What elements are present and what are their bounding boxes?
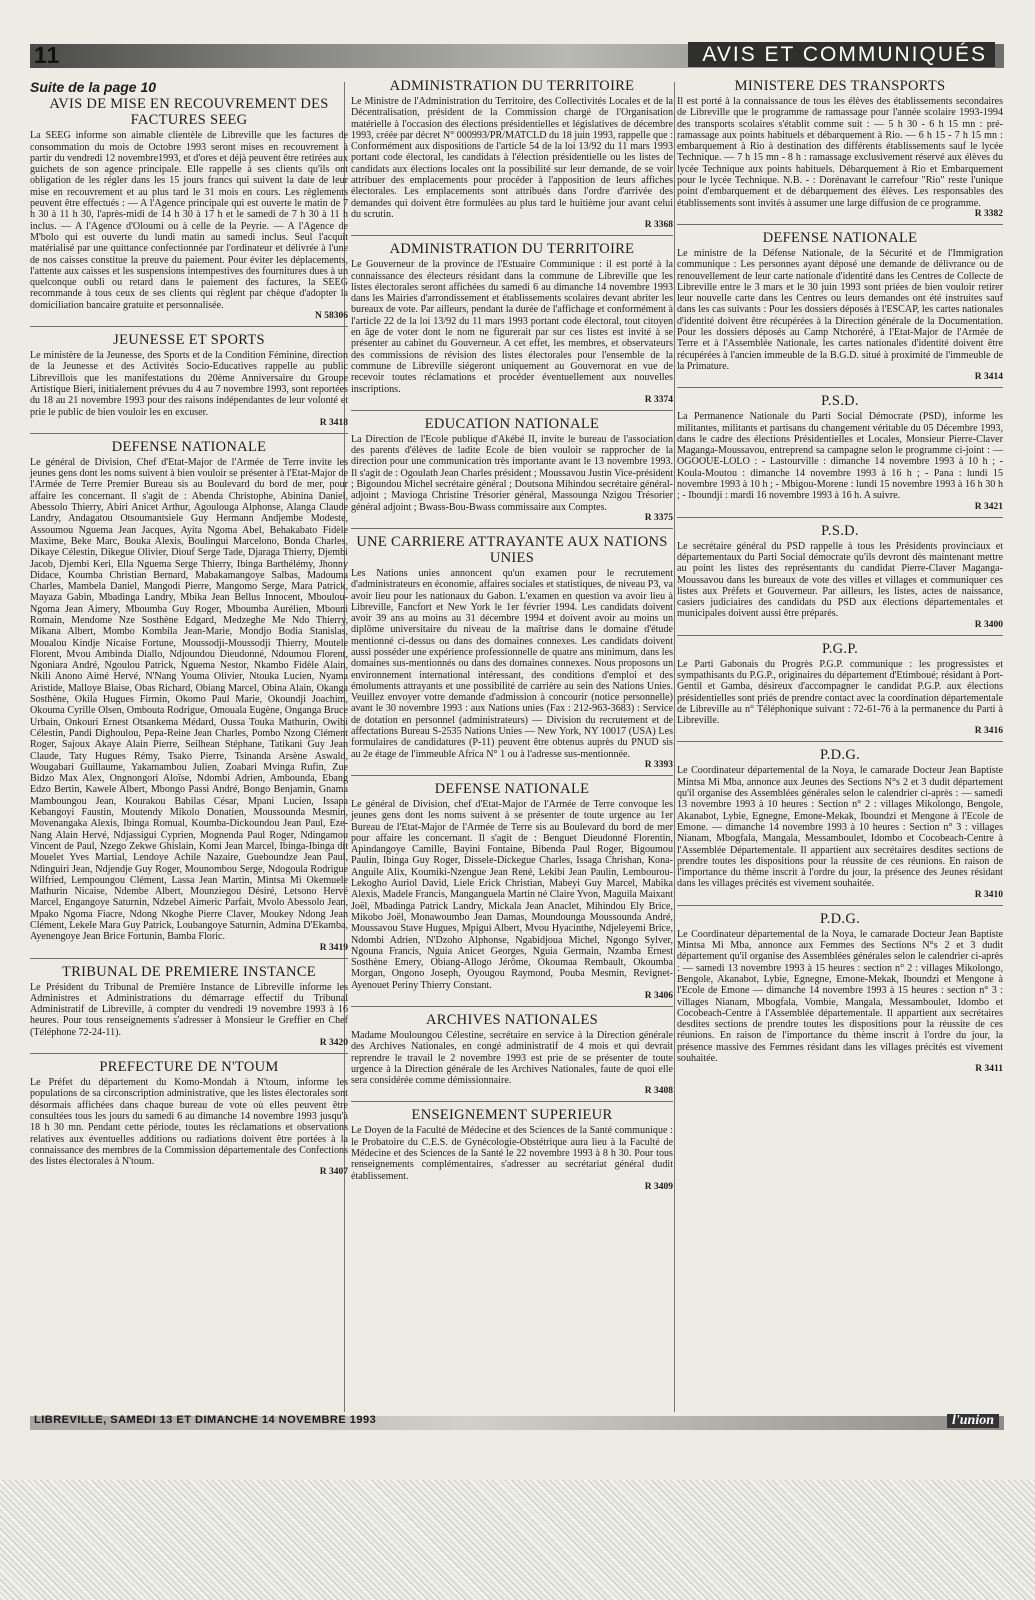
notice-ref: R 3416 [974, 726, 1003, 737]
notice-ref: R 3407 [319, 1167, 348, 1178]
notice-title: DEFENSE NATIONALE [762, 229, 918, 246]
notice-administration-1 [351, 78, 673, 231]
notice-ref: R 3375 [644, 512, 673, 523]
notice-title: ARCHIVES NATIONALES [425, 1012, 599, 1028]
notice-seeg [30, 96, 348, 322]
notice-defense-3 [677, 224, 1003, 383]
column-rule [674, 82, 675, 1412]
notice-title: P.D.G. [819, 747, 861, 764]
notice-body: La Direction de l'Ecole publique d'Akébé II, invite le bureau de l'association des parents d'élèves de ladite Ecole de bien vouloir se rapprocher de la direction pour une communication très importante avant le 13 novembre 1993. Il s'agit de : Ogoulath Jean Charles président ; Moussavou Justin Vice-président ; Bigoundou Michel secrétaire général ; Doutsona Mihindou secrétaire général-adjoint ; Mavioga Christine Trésorier général, Massounga Nzigou Trésorier général adjoint ; Bwass-Bou-Bwass commissaire aux Comptes. [351, 433, 674, 513]
notice-defense-2 [351, 775, 673, 1002]
notice-ref: R 3420 [319, 1038, 348, 1049]
notice-title: P.S.D. [821, 522, 859, 539]
notice-ref: N 58306 [315, 311, 348, 322]
notice-pdg-1 [677, 741, 1003, 900]
notice-psd-1 [677, 387, 1003, 512]
newspaper-logo: l'union [947, 1414, 999, 1428]
continuation-label: Suite de la page 10 [30, 79, 157, 95]
section-title: AVIS ET COMMUNIQUÉS [688, 42, 995, 67]
notice-title: P.G.P. [821, 640, 859, 657]
page-number: 11 [34, 42, 61, 68]
notice-ref: R 3414 [974, 372, 1003, 383]
notice-body: Le Préfet du département du Komo-Mondah à N'toum, informe les populations de sa circonscription administrative, que les listes électorales sont désormais affichées dans chaque bureau de vote où elles peuvent être consultées tous les jours du samedi 6 au dimanche 14 novembre 1993 jusqu'à 18 h 30 mn. Pendant cette période, toutes les réclamations et observations relatives aux éventuelles additions ou radiations doivent être portées à la connaissance des membres de la Commission départementale des Confections des listes électorales à N'toum. [30, 1077, 348, 1168]
column-2 [351, 78, 673, 1197]
notice-title: PREFECTURE DE N'TOUM [99, 1059, 279, 1076]
column-3 [677, 78, 1003, 1079]
notice-administration-2 [351, 235, 673, 406]
notice-ref: R 3409 [644, 1181, 673, 1192]
notice-body: Le ministère de la Jeunesse, des Sports et de la Condition Féminine, direction de la Jeunesse et des Activités Socio-Educatives rappelle au public Librevillois que les manifestations du 20ème Anniversaire du Groupe Artistique Bieri, initialement prévues du 4 au 7 novembre 1993, sont reportées du 18 au 21 novembre 1993 pour des raisons indépendantes de leur volonté et prie le public de bien vouloir les en excuser. [30, 350, 348, 418]
notice-title: ENSEIGNEMENT SUPERIEUR [411, 1107, 613, 1124]
notice-body: Le Coordinateur départemental de la Noya, le camarade Docteur Jean Baptiste Mintsa Mi Mba, annonce aux Femmes des Sections N°s 2 et 3 dudit département qu'il organise des Assemblées générales selon le calendrier ci-après : — samedi 13 novembre 1993 à 15 heures : section n° 2 : villages Mikolongo, Bengole, Akanabot, Lybie, Egnegne, Emone-Mekak, Iboundzi et Mengone à l'Ecole de Emone — dimanche 14 novembre 1993 à 15 heures : section n° 3 : villages Nianam, Mbogfala, Vombie, Mangala, Messamboulet, Idombo et Cocobeach-Centre à l'Assemblée départementale. Il appartient aux secrétaires desdites sections de prendre toutes les dispositions pour la réussite de ces réunions. En raison de l'importance du thème inscrit à l'ordre du jour, la présence massive des Femmes résidant dans les villages précités est vivement souhaitée. [677, 928, 1003, 1064]
notice-enseignement [351, 1101, 673, 1192]
notice-body: La SEEG informe son aimable clientèle de Libreville que les factures de consommation du mois de Octobre 1993 seront mises en recouvrement à partir du vendredi 12 novembre1993, et d'ores et déjà peuvent être retirées aux guichets de son agence principale. Elle rappelle à ses clients qu'ils ont obligation de les régler dans les 15 jours francs qui suivent la date de leur mise en recouvrement et au plus tard le 31 mois en cours. Les règlements peuvent être effectués : — A l'Agence principale qui est ouverte le matin de 7 h 30 à 11 h 30, l'après-midi de 14 h 30 à 17 h et le samedi de 7 h 30 à 11 h inclus. — A l'Agence d'Oloumi ou à celle de la Peyrie. — A l'Agence de M'bolo qui est ouverte du lundi matin au samedi inclus. Seul l'acquit matérialisé par une quittance confectionnée par l'ordinateur et délivrée à l'une de nos caisses constitue la preuve du paiement. Pour éviter les déplacements, l'attente aux caisses et les suspensions intempestives des fournitures dues à un quelconque oubli ou retard dans le paiement des factures, la SEEG recommande à tous ceux de ses clients qui règlent par chèque d'adopter la domiciliation bancaire gratuite et personnalisée. [30, 130, 348, 311]
notice-defense [30, 433, 348, 954]
notice-body: Le Doyen de la Faculté de Médecine et des Sciences de la Santé communique : le Probatoire du C.E.S. de Gynécologie-Obstétrique aura lieu à la Faculté de Médecine et des Sciences de la Santé le 22 novembre 1993 à 8 h 30. Pour tous renseignements complémentaires, s'adresser au secrétariat général dudit établissement. [351, 1125, 673, 1182]
notice-education [351, 410, 673, 524]
notice-body: Le ministre de la Défense Nationale, de la Sécurité et de l'Immigration communique : Les personnes ayant déposé une demande de délivrance ou de renouvellement de leur carte nationale d'identité dans les Centres de Collecte de Libreville entre le 3 mars et le 30 juin 1993 sont priées de bien vouloir retirer leur nouvelle carte dans les Centres ou leurs demandes ont été instruites sauf dans les cas suivants : Pour les dossiers déposés à l'ESCAP, les cartes nationales d'identité doivent être récupérées à la Direction générale de la Documentation. Pour les dossiers déposés au Camp Ntchoréré, à l'Etat-Major de l'Armée de Terre et à l'Assemblée Nationale, les cartes nationales d'identité doivent être récupérées à l'ancien immeuble de la B.G.D. situé à proximité de l'immeuble de la Primature. [677, 247, 1003, 372]
scan-noise [0, 1480, 1035, 1600]
notice-psd-2 [677, 517, 1003, 631]
notice-title: DEFENSE NATIONALE [434, 780, 590, 797]
notice-body: Le Ministre de l'Administration du Territoire, des Collectivités Locales et de la Décentralisation, président de la Commission chargé de l'Organisation matérielle à l'occasion des élections présidentielles et législatives de décembre 1993, créée par décret N° 000993/PR/MATCLD du 18 juin 1993, rappelle que : Conformément aux dispositions de l'article 54 de la loi 13/92 du 11 mars 1993 portant code électoral, les candidats à l'élection présidentielle ou les listes de candidats aux élections locales ont la possibilité sur leur demande, de se voir attribuer des emplacements pour procéder à l'apposition de leurs affiches électorales. Les emplacements sont attribués dans l'ordre d'arrivée des demandes qui doivent être formulées au plus tard le huitième jour avant celui du scrutin. [351, 96, 673, 220]
notice-body: Le général de Division, Chef d'Etat-Major de l'Armée de Terre invite les jeunes gens dont les noms suivent à bien vouloir se présenter à l'Etat-Major de l'Armée de Terre Premier Bureau sis au Boulevard du bord de mer, pour affaire les concernant. Il s'agit de : Abenda Christophe, Abinina Daniel, Abessolo Thierry, Abiri Anicet Arthur, Agoulouga Alphonse, Alanga Claude Landry, Andagatou Otsoumantsiele Guy Hermann Andjembe Modeste, Assoumou Nguema Jean Jacques, Ayita Ngoma Abel, Behakabato Fidèle Maxime, Beke Marc, Bouka Alexis, Boulingui Marcelono, Bonda Charles, Dikaye Célestin, Dikegue Olivier, Diouf Serge Tade, Djaraga Thierry, Djembi Jacob, Djembi Keri, Ella Nguema Serge Thierry, Ibinga Barthélémy, Jhonny Didace, Koumba Christian Bernard, Mabakamangoye Salbas, Madouma Charles, Mambela Daniel, Mangodi Pierre, Mangomo Serge, Mara Patrick, Mayaza Gabin, Mbadinga Landry, Mbika Jean Bellus Innocent, Mboulou-Ngoma Jean Aimery, Mboumba Guy Roger, Mboumba Aurélien, Mbouni Romain, Mendome Nze Sosthène Edgard, Medzeghe Me Ndo Thierry, Mikana Albert, Mombo Kombila Jean-Marie, Mondjo Bodia Stanislas, Moualou Kindje Nicaise Fortune, Moussodji-Moussodji Thierry, Moutele Florent, Mvou Ambinda Diallo, Ndjoundou Dieudonné, Ndoumou Florent, Ngoniara André, Ngoulou Patrick, Nguema Nestor, Nkambo Fidèle Alain, Nkili Anono Aimé Hervé, N'Nang Youma Olivier, Ntouka Lucien, Nyama Aristide, Malloye Blaise, Obas Richard, Obiang Marcel, Obina Alain, Okanga Sosthène, Okila Hugues Firmin, Okomo Paul Marie, Okoundji Joachim, Okouma Cyrille Olsen, Ombouta Rodrigue, Omouala Eugène, Onganga Bruce Urbain, Onkouri Ernest Otsankema Médard, Oussa Touka Mathurin, Owibi Célestin, Pandi Dighoulou, Pepa-Reine Jean Charles, Pombo Nzong Clément Roger, Sajoux Akaye Alain Pierre, Seilhean Stéphane, Tatikani Guy Jean Claude, Taty Hugues Rémy, Tsako Pierre, Tsinanda Arsène Aswald, Wougabari Guillaume, Yakamambou Julien, Zoabari Mvinga Rufin, Zue Bidzo Max Alex, Ongnongori Aloïse, Ndombi Adrien, Ambounda, Ebang Edzo Bertin, Kawele Albert, Mbongo Passi André, Bongo Benjamin, Gnama Mamboungou Jean, Kourakou Babilas César, Mpani Lucien, Issapa Kebangoyi Faustin, Moutendy Mikolo Donatien, Moussounda Mesmin, Movenangaka Alexis, Ibinga Romual, Koumba-Dickoundou Jean Paul, Eze-Nang Alain Hervé, Ndjassigui Cyprien, Mognenda Paul Roger, Ndingamou Vincent de Paul, Nzego Zekwe Ghislain, Komi Jean Marcel, Ibinga-Ibinga dit Mouelet Yves Martial, Lendoye Achile Nazaire, Gueboundze Jean Paul, Ndinguiri Jean, Ndjendje Guy Roger, Mounombou Serge, Ndogoula Rodrigue Wilfried, Lempoungou Clément, Lassa Jean Martin, Mintsa Mi Okemuele Mathurin Nicaise, Ndembe Albert, Mounziegou Désiré, Letsono Hervé Marcel, Engangoye Saturnin, Ndzebel Aimeric Parfait, Mvolo Abessolo Jean, Mpako Ngoma Fiacre, Ndong Nkoghe Pierre Claver, Moukey Ndong Jean Clément, Lekele Mara Guy Patrick, Loubangoye Saturnin, Admina D'Ekamba, Ayenengoye Jean Brice Fortunin, Bamba Floric. [30, 456, 349, 943]
notice-ref: R 3368 [644, 220, 673, 231]
notice-ref: R 3418 [319, 417, 348, 428]
notice-ref: R 3400 [974, 619, 1003, 630]
notice-archives [351, 1006, 673, 1097]
notice-body: La Permanence Nationale du Parti Social Démocrate (PSD), informe les militantes, militants et partisans du changement véritable du 05 Décembre 1993, dans le cadre des élections Présidentielles et Locales, Monsieur Pierre-Claver Maganga-Moussavou, entreprend sa campagne selon le programme ci-joint : — OGOOUE-LOLO : - Lastourville : dimanche 14 novembre 1993 à 10 h ; - Koula-Moutou : dimanche 14 novembre 1993 à 16 h ; - Pana : lundi 15 novembre 1993 à 10 h ; - Mbigou-Morene : lundi 15 novembre 1993 à 16 h 30 h ; - Iboundji : mardi 16 novembre 1993 à 16 h. A suivre. [677, 411, 1003, 502]
notice-nations-unies [351, 528, 673, 771]
notice-body: Le Gouverneur de la province de l'Estuaire Communique : il est porté à la connaissance des électeurs résidant dans la commune de Libreville que les listes électorales seront affichées du samedi 6 au dimanche 14 novembre 1993 dans les Mairies d'arrondissement et établissements scolaires devant abriter les bureaux de vote. Par ailleurs, pendant la durée de l'affichage et conformément à l'article 22 de la loi 13/92 du 11 mars 1993 portant code électoral, tout citoyen en âge de voter dont le nom ne figurerait par sur ces listes est invité à se présenter au cabinet du Gouverneur. A cet effet, les membres, et observateurs des commissions de révision des listes électorales pour l'ensemble de la commune de Libreville siégeront uniquement au Gouvernorat en vue de recevoir toutes réclamations et procéder éventuellement aux nouvelles inscriptions. [351, 259, 673, 395]
notice-title: EDUCATION NATIONALE [424, 415, 600, 432]
footer-date: LIBREVILLE, SAMEDI 13 ET DIMANCHE 14 NOVEMBRE 1993 [34, 1414, 377, 1426]
notice-title: MINISTERE DES TRANSPORTS [734, 78, 946, 94]
notice-ref: R 3406 [644, 991, 673, 1001]
notice-title: DEFENSE NATIONALE [111, 438, 267, 455]
notice-title: TRIBUNAL DE PREMIERE INSTANCE [62, 963, 316, 980]
notice-ref: R 3421 [974, 501, 1003, 512]
notice-title: P.S.D. [821, 393, 859, 410]
notice-body: Les Nations unies annoncent qu'un examen pour le recrutement d'administrateurs en économie, affaires sociales et statistiques, de niveau P3, va avoir lieu pour les nationaux du Gabon. L'examen en question va avoir lieu à Libreville, Fancfort et New York le 1er février 1994. Les candidats doivent avoir 39 ans au moins au 31 décembre 1994 et doivent avoir au moins un diplôme universitaire du niveau de la maîtrise dans le domaine d'étude mentionné ci-dessus ou dans des domaines connexes. Les candidats doivent aussi posséder une expérience professionnelle de quatre ans minimum, dans les domaines sus-mentionnés ou dans des domaines connexes. Nous proposons un environnement international intéressant, des conditions d'emploi et des émoluments attrayants et une possibilité de carrière au sein des Nations Unies. Veuillez envoyer votre demande d'admission à concourir (notice personnelle) avant le 30 novembre 1993 : aux Nations unies (Fax : 212-963-3683) : Service de dotation en personnel (administrateurs) — Division du recrutement et de affectations Bureau S-2535 Nations Unies — New York, NY 10017 (USA) Les formulaires de candidatures (P-11) peuvent être obtenus auprès du PNUD sis au 2e étage de l'immeuble Africa N° 1 ou à l'adresse sus-mentionnée. [351, 567, 673, 760]
notice-ref: R 3382 [974, 208, 1003, 219]
notice-ref: R 3419 [319, 942, 348, 953]
notice-title: JEUNESSE ET SPORTS [113, 332, 265, 349]
notice-ref: R 3374 [644, 394, 673, 405]
notice-body: Le Parti Gabonais du Progrès P.G.P. communique : les progressistes et sympathisants du P.G.P., originaires du département d'Etimboué; résidant à Port-Gentil et Gamba, désireux d'accompagner le candidat P.G.P. aux élections présidentielles sont priés de prendre contact avec la coordination départementale de Libreville au n° Téléphonique suivant : 72-61-76 à la permanence du Parti à Libreville. [677, 658, 1003, 727]
notice-body: Madame Mouloungou Célestine, secrétaire en service à la Direction générale des Archives Nationales, en congé administratif de 4 mois et qui devrait reprendre le travail le 2 novembre 1993 est prie de se présenter de toute urgence à la Direction générale de les Archives Nationales, faute de quoi elle sera considérée comme démissionnaire. [351, 1030, 673, 1087]
notice-ref: R 3393 [644, 759, 673, 770]
notice-tribunal [30, 958, 348, 1049]
notice-prefecture [30, 1053, 348, 1178]
notice-body: Le Coordinateur départemental de la Noya, le camarade Docteur Jean Baptiste Mintsa Mi Mba, annonce aux Jeunes des Sections N°s 2 et 3 dudit département qu'il organise des Assemblées générales selon le calendrier ci-après : — samedi 13 novembre 1993 à 10 heures : Section n° 2 : villages Mikolongo, Bengole, Akanabot, Lybie, Egnegne, Emone-Mekak, Iboundzi et Mengone à l'Ecole de Emone. — dimanche 14 novembre 1993 à 10 heures : Section n° 3 : villages Nianam, Mbogfala, Mangala, Messamboulet, Idombo et Cocobeach-Centre à l'Assemblée Départementale. Il appartient aux secrétaires desdites sections de prendre toutes les dispositions pour la réussite de ces réunions. En raison de l'importance du thème inscrit à l'ordre du jour, la présence des Jeunes résidant dans les villages précités est vivement souhaitée. [677, 765, 1003, 890]
notice-title: UNE CARRIERE ATTRAYANTE AUX NATIONS UNIES [356, 533, 668, 566]
notice-body: Le Président du Tribunal de Première Instance de Libreville informe les Administres et Administrations du démarrage effectif du Tribunal Administratif de Libreville, à compter du vendredi 19 novembre 1993 à 16 heures. Pour tous renseignements s'adresser à Monsieur le Greffier en Chef (Téléphone 72-24-11). [30, 981, 348, 1038]
notice-title: AVIS DE MISE EN RECOUVREMENT DES FACTURES SEEG [49, 96, 329, 129]
notice-ref: R 3411 [975, 1064, 1003, 1075]
notice-body: Il est porté à la connaissance de tous les élèves des établissements secondaires de Libreville que le programme de ramassage pour l'année scolaire 1993-1994 des transports scolaires s'établit comme suit : — 5 h 30 - 6 h 15 mn : pré-ramassage aux points habituels et débarquement à Rio. — 6 h 15 - 7 h 15 mn : embarquement à Rio à destination des différents établissements sauf le lycée Technique. — 7 h 15 mn - 8 h : ramassage exclusivement réservé aux élèves du lycée Technique aux points habituels. Débarquement à Rio et Embarquement pour le lycée Technique. N.B. - : Dorénavant le carrefour "Rio" reste l'unique point d'embarquement et de débarquement des élèves. Les responsables des établissements sont invités à assumer une large diffusion de ce programme. [677, 96, 1003, 209]
notice-jeunesse [30, 326, 348, 429]
notice-title: ADMINISTRATION DU TERRITOIRE [389, 78, 635, 94]
column-1 [30, 78, 348, 1182]
notice-ref: R 3408 [644, 1086, 673, 1097]
notice-transports [677, 78, 1003, 220]
notice-pdg-2 [677, 905, 1003, 1076]
notice-title: P.D.G. [819, 910, 861, 927]
notice-title: ADMINISTRATION DU TERRITOIRE [389, 241, 635, 258]
notice-body: Le général de Division, chef d'Etat-Major de l'Armée de Terre convoque les jeunes gens dont les noms suivent à se présenter de toute urgence au 1er Bureau de l'Etat-Major de l'Armée de Terre sis au Boulevard du bord de mer pour affaire les concernant. Il s'agit de : Benguet Dieudonné Florentin, Apindangoye Camille, Bayini Fontaine, Bibenda Paul Roger, Bigoumou Paulin, Ibinga Guy Roger, Dissele-Dickegue Charles, Issaga Chrishan, Kona-Anguile Alix, Koumiki-Nzengue Jean René, Lekibi Jean Paulin, Lembourou-Lekogho Auriol David, Liele Erick Christian, Mabeyi Guy Marcel, Mabika Alexis, Madele Francis, Manganguela Martin né Claire Yvon, Maguila Maixant Joël, Mbadinga Patrick Landry, Mickala Jean Anaclet, Mihindou Ely Brice, Mikobo Joël, Monawoumbo Jean Damas, Moundounga Moussounda André, Moussavou Stave Hugues, Mpigui Albert, Mvou Hyacinthe, Ndjeleyemi Brice, Ndombi Adrien, N'Dzoho Alphonse, Ngabidjoua Michel, Ngongo Sylver, Ngouna Francis, Nguia Anicet Georges, Nguia Germain, Nzamba Ernest Sosthène Emery, Obiang-Allogo Jérôme, Okoumaa Rembault, Okoumba Morgan, Ongono Joseph, Oyougou Raymond, Pouba Mesmin, Revignet-Ayenouet Periny Thierry Constant. [351, 798, 673, 991]
notice-pgp [677, 635, 1003, 738]
notice-body: Le secrétaire général du PSD rappelle à tous les Présidents provinciaux et départementaux du Parti Social démocrate qu'ils devront dès maintenant mettre au point les listes des représentants du candidat Pierre-Claver Maganga-Moussavou dans les bureaux de vote des villes et villages et communiquer ces listes aux Préfets et Gouverneur. Par ailleurs, les listes, actes de naissance, casiers judiciaires des candidats du PSD aux élections départementales et municipales doivent aussi être préparés. [677, 540, 1003, 620]
notice-ref: R 3410 [974, 889, 1003, 900]
